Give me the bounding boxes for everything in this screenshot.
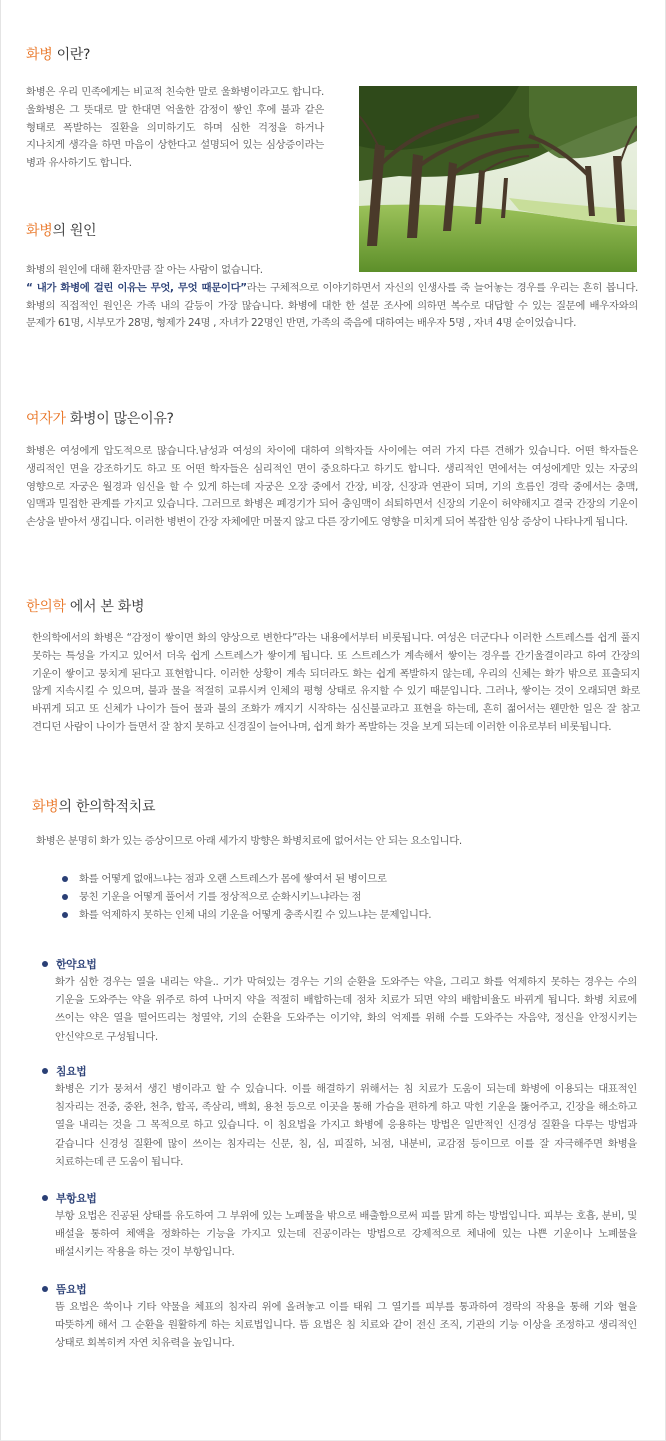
- heading-oriental-medicine-view: 한의학 에서 본 화병: [26, 599, 145, 615]
- bullet-dot: [42, 1195, 48, 1201]
- bullet-dot: [42, 1286, 48, 1292]
- treatment-title-moxibustion: 뜸요법: [42, 1282, 86, 1297]
- treatment-body-moxibustion: 뜸 요법은 쑥이나 기타 약물을 체표의 침자리 위에 올려놓고 이를 태워 그 열기를 피부를 통과하여 경락의 작용을 통해 기와 혈을 따뜻하게 해서 그 순환을 원활하게 하는 치료법입니다. 뜸 요법은 침 치료와 같이 전신 조직, 기관의 기능 이상을 조정하고 생리적인 상태로 회복히켜 자연 치유력을 높입니다.: [55, 1301, 637, 1350]
- bullet-dot: [42, 1068, 48, 1074]
- treatment-body-acupuncture: 화병은 기가 뭉쳐서 생긴 병이라고 할 수 있습니다. 이를 해결하기 위해서는 침 치료가 도움이 되는데 화병에 이용되는 대표적인 침자리는 전중, 중완, 천추, 합곡, 족삼리, 백회, 용천 등으로 이곳을 통해 가슴을 편하게 하고 막힌 기운을 뚫어주고, 긴장을 해소하고 열을 내리는 것을 그 목적으로 하고 있습니다. 이 침요법을 가지고 화병에 응용하는 방법은 일반적인 신경성 질환을 다루는 방법과 같습니다 신경성 질환에 많이 쓰이는 침자리는 신문, 침, 심, 피질하, 뇌점, 내분비, 교감점 등이므로 이를 잘 자극해주면 화병을 치료하는데 큰 도움이 됩니다.: [55, 1083, 637, 1168]
- treatment-title-acupuncture: 침요법: [42, 1064, 86, 1079]
- paragraph-why-women: 화병은 여성에게 압도적으로 많습니다.남성과 여성의 차이에 대하여 의학자들 사이에는 여러 가지 다른 견해가 있습니다. 어떤 학자들은 생리적인 면을 강조하기도 하고 또 어떤 학자들은 심리적인 면이 중요하다고 하기도 합니다. 생리적인 면에서는 여성에게만 있는 자궁의 영향으로 자궁은 월경과 임신을 할 수 있게 하는데 자궁은 오장 중에서 간장, 비장, 신장과 연관이 되며, 기의 흐름인 경락 중에서는 충맥, 임맥과 밀접한 관계를 가지고 있습니다. 그러므로 화병은 폐경기가 되어 충임맥이 쇠퇴하면서 신장의 기운이 허약해지고 결국 간장의 기운이 손상을 받아서 생깁니다. 이러한 병변이 간장 자체에만 머물지 않고 다른 장기에도 영향을 미치게 되어 복잡한 임상 증상이 나타나게 됩니다.: [26, 445, 638, 529]
- treatment-title-cupping: 부항요법: [42, 1191, 97, 1206]
- tree-avenue-photo: [359, 86, 637, 272]
- treatment-directions-list: [62, 870, 642, 924]
- bullet-dot: [62, 894, 68, 900]
- heading-what-is-hwabyung: 화병 이란?: [26, 47, 91, 63]
- list-item: 화를 억제하지 못하는 인체 내의 기운을 어떻게 충족시킬 수 있느냐는 문제입니다.: [62, 906, 642, 924]
- paragraph-causes: [26, 262, 638, 333]
- treatment-intro: 화병은 분명히 화가 있는 증상이므로 아래 세가지 방향은 화병치료에 없어서는 안 되는 요소입니다.: [36, 835, 462, 847]
- bullet-dot: [62, 912, 68, 918]
- list-item: 뭉친 기운을 어떻게 풀어서 기를 정상적으로 순화시키느냐라는 점: [62, 888, 642, 906]
- paragraph-oriental-medicine-view: 한의학에서의 화병은 “감정이 쌓이면 화의 양상으로 변한다”라는 내용에서부터 비롯됩니다. 여성은 더군다나 이러한 스트레스를 쉽게 풀지 못하는 특성을 가지고 있어서 더욱 쉽게 스트레스가 쌓이게 됩니다. 또 스트레스가 계속해서 쌓이는 경우를 간기울결이라고 하여 간장의 기운이 쌓이고 뭉치게 된다고 표현합니다. 이러한 상황이 계속 되더라도 화는 쉽게 폭발하지 않는데, 우리의 신체는 화가 밖으로 표출되지 않게 지속시킬 수 있으며, 불과 물을 적절히 교류시켜 인체의 평형 상태로 유지할 수 있기 때문입니다. 그러나, 쌓이는 것이 오래되면 화로 바뀌게 되고 또 신체가 나이가 들어 물과 불의 조화가 깨지기 시작하는 심신불교라고 표현을 하는데, 흔히 젊어서는 웬만한 일은 잘 참고 견디던 사람이 나이가 들면서 잘 참지 못하고 신경질이 늘어나며, 쉽게 화가 폭발하는 것을 보게 되는데 이러한 이유로부터 비롯됩니다.: [32, 632, 640, 733]
- treatment-body-cupping: 부항 요법은 진공된 상태를 유도하여 그 부위에 있는 노폐물을 밖으로 배출함으로써 피를 맑게 하는 방법입니다. 피부는 호흡, 분비, 및 배설을 통하여 체액을 정화하는 기능을 가지고 있는데 진공이라는 방법으로 강제적으로 체내에 있는 나쁜 기운이나 노폐물을 배설시키는 작용을 하는 것이 부항입니다.: [55, 1210, 637, 1259]
- bullet-dot: [62, 876, 68, 882]
- bullet-dot: [42, 961, 48, 967]
- causes-line1: 화병의 원인에 대해 환자만큼 잘 아는 사람이 없습니다.: [26, 264, 263, 276]
- treatment-body-herbal: 화가 심한 경우는 열을 내리는 약을.. 기가 막혀있는 경우는 기의 순환을 도와주는 약을, 그리고 화를 억제하지 못하는 경우는 수의 기운을 도와주는 약을 위주로 하여 나머지 약을 적절히 배합하는데 점차 치료가 되면 약의 배합비율도 바뀌게 됩니다. 화병 치료에 쓰이는 약은 열을 떨어뜨리는 청열약, 기의 순환을 도와주는 이기약, 화의 억제를 위해 수를 도와주는 자음약, 정신을 안정시키는 안신약으로 구성됩니다.: [55, 976, 637, 1043]
- causes-body: 라는 구체적으로 이야기하면서 자신의 인생사를 죽 늘어놓는 경우를 우리는 흔히 봅니다. 화병의 직접적인 원인은 가족 내의 갈등이 가장 많습니다. 화병에 대한 한 설문 조사에 의하면 복수로 대답할 수 있는 질문에 배우자와의 문제가 61명, 시부모가 28명, 형제가 24명 , 자녀가 22명인 반면, 가족의 죽음에 대하여는 배우자 5명 , 자녀 4명 순이었습니다.: [26, 281, 638, 330]
- causes-quote: “ 내가 화병에 걸린 이유는 무엇, 무엇 때문이다”: [26, 281, 247, 294]
- heading-causes: 화병의 원인: [26, 223, 97, 239]
- paragraph-definition: 화병은 우리 민족에게는 비교적 친숙한 말로 울화병이라고도 합니다. 울화병은 그 뜻대로 말 한대면 억울한 감정이 쌓인 후에 불과 같은 형태로 폭발하는 질환을 의미하기도 하며 심한 걱정을 하거나 지나치게 생각을 하면 마음이 상한다고 설명되어 있는 심상증이라는 병과 유사하기도 합니다.: [26, 86, 324, 170]
- list-item: 화를 어떻게 없애느냐는 점과 오랜 스트레스가 몸에 쌓여서 된 병이므로: [62, 870, 642, 888]
- treatment-title-herbal: 한약요법: [42, 957, 97, 972]
- heading-why-women: 여자가 화병이 많은이유?: [26, 411, 174, 427]
- heading-oriental-treatment: 화병의 한의학적치료: [32, 799, 156, 815]
